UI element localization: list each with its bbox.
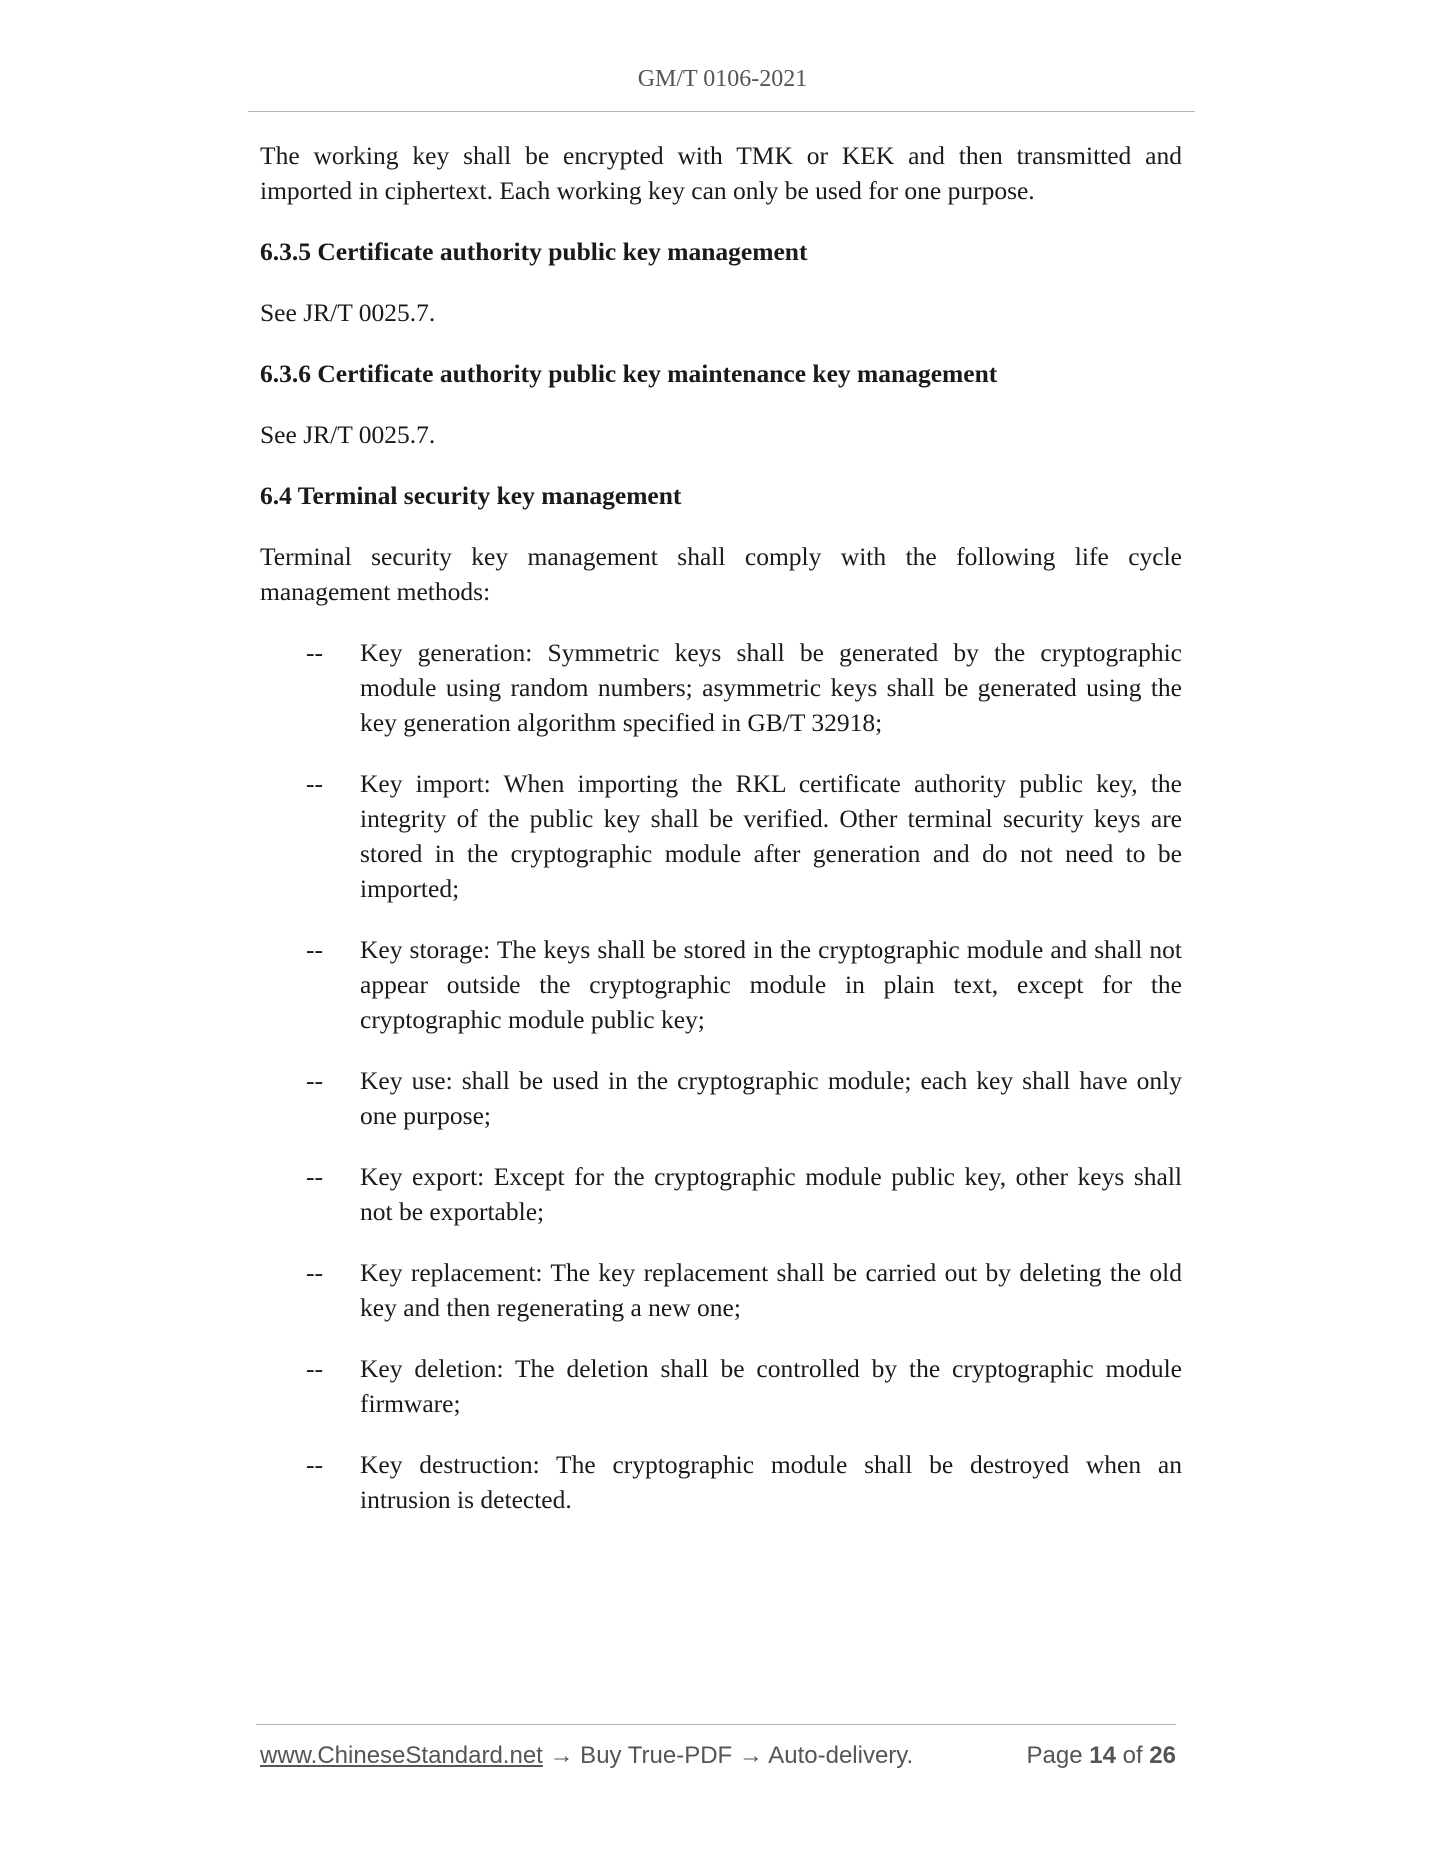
list-item	[260, 635, 1182, 740]
list-item-text: Key replacement: The key replacement shall be carried out by deleting the old key and then regenerating a new one;	[360, 1258, 1182, 1322]
lifecycle-list	[260, 635, 1182, 1517]
list-item-text: Key storage: The keys shall be stored in the cryptographic module and shall not appear outside the cryptographic module in plain text, except for the cryptographic module public key;	[360, 935, 1182, 1034]
website-link[interactable]: www.ChineseStandard.net	[260, 1742, 543, 1769]
heading-6-4: 6.4 Terminal security key management	[260, 481, 682, 510]
current-page-number: 14	[1089, 1742, 1116, 1769]
list-dash: --	[306, 769, 323, 798]
paragraph-6-4: Terminal security key management shall comply with the following life cycle management methods:	[260, 542, 1182, 606]
list-item-text: Key generation: Symmetric keys shall be generated by the cryptographic module using random numbers; asymmetric keys shall be generated using the key generation algorithm specified in GB/T 32918;	[360, 638, 1182, 737]
heading-6-3-5: 6.3.5 Certificate authority public key management	[260, 237, 808, 266]
document-body	[260, 138, 1182, 1543]
list-dash: --	[306, 1162, 323, 1191]
list-item	[260, 1063, 1182, 1133]
list-item	[260, 1447, 1182, 1517]
footer-divider	[256, 1724, 1176, 1725]
document-code-header: GM/T 0106-2021	[637, 66, 808, 92]
footer-promo-text: → Buy True-PDF → Auto-delivery.	[542, 1742, 914, 1769]
list-dash: --	[306, 1354, 323, 1383]
paragraph-6-3-6: See JR/T 0025.7.	[260, 420, 436, 449]
list-item	[260, 932, 1182, 1037]
list-item	[260, 1159, 1182, 1229]
list-item-text: Key deletion: The deletion shall be controlled by the cryptographic module firmware;	[360, 1354, 1182, 1418]
page-indicator	[1027, 1742, 1177, 1770]
list-dash: --	[306, 1066, 323, 1095]
list-item-text: Key destruction: The cryptographic module shall be destroyed when an intrusion is detected.	[360, 1450, 1182, 1514]
paragraph-6-3-5: See JR/T 0025.7.	[260, 298, 436, 327]
total-page-number: 26	[1149, 1742, 1176, 1769]
intro-paragraph: The working key shall be encrypted with TMK or KEK and then transmitted and imported in ciphertext. Each working key can only be used for one purpose.	[260, 141, 1182, 205]
list-dash: --	[306, 1258, 323, 1287]
page-of-label: of	[1122, 1742, 1143, 1769]
list-item	[260, 1255, 1182, 1325]
list-item-text: Key use: shall be used in the cryptographic module; each key shall have only one purpose;	[360, 1066, 1182, 1130]
list-dash: --	[306, 1450, 323, 1479]
list-item	[260, 1351, 1182, 1421]
list-dash: --	[306, 638, 323, 667]
heading-6-3-6: 6.3.6 Certificate authority public key maintenance key management	[260, 359, 998, 388]
list-item-text: Key export: Except for the cryptographic module public key, other keys shall not be exportable;	[360, 1162, 1182, 1226]
footer-promo	[260, 1742, 913, 1770]
list-dash: --	[306, 935, 323, 964]
page-label: Page	[1026, 1742, 1083, 1769]
list-item	[260, 766, 1182, 906]
list-item-text: Key import: When importing the RKL certificate authority public key, the integrity of the public key shall be verified. Other terminal security keys are stored in the cryptographic module after generation and do not need to be imported;	[360, 769, 1182, 903]
header-divider	[248, 111, 1195, 112]
